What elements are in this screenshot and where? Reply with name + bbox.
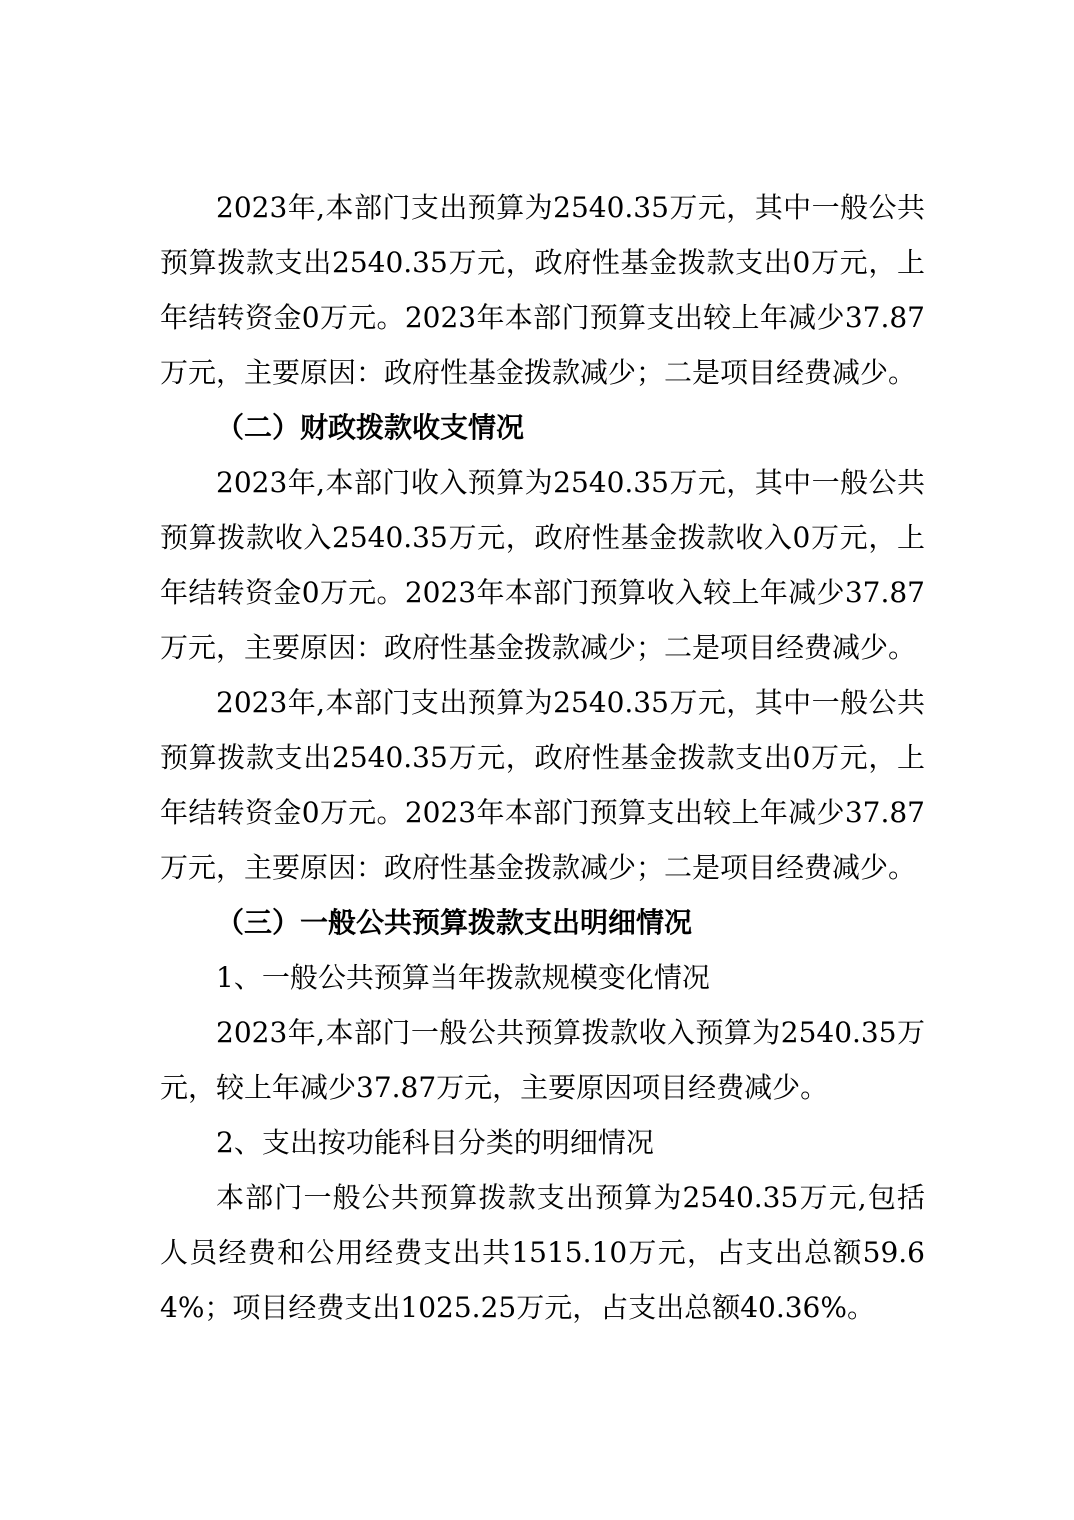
section-heading-fiscal-appropriation: （二）财政拨款收支情况 [216, 411, 525, 444]
subheading-scale-change: 1、一般公共预算当年拨款规模变化情况 [216, 961, 710, 994]
paragraph-functional-classification: 本部门一般公共预算拨款支出预算为2540.35万元,包括人员经费和公用经费支出共1515.10万元，占支出总额59.64%；项目经费支出1025.25万元，占支出总额40.36%。 [160, 1181, 925, 1324]
document-body [160, 180, 925, 1335]
paragraph-income-budget: 2023年,本部门收入预算为2540.35万元，其中一般公共预算拨款收入2540.35万元，政府性基金拨款收入0万元，上年结转资金0万元。2023年本部门预算收入较上年减少37.87万元，主要原因：政府性基金拨款减少；二是项目经费减少。 [160, 466, 925, 664]
paragraph-expenditure-budget-repeat: 2023年,本部门支出预算为2540.35万元，其中一般公共预算拨款支出2540.35万元，政府性基金拨款支出0万元，上年结转资金0万元。2023年本部门预算支出较上年减少37.87万元，主要原因：政府性基金拨款减少；二是项目经费减少。 [160, 686, 925, 884]
section-heading-general-budget-detail: （三）一般公共预算拨款支出明细情况 [216, 906, 693, 939]
subheading-functional-classification: 2、支出按功能科目分类的明细情况 [216, 1126, 654, 1159]
paragraph-scale-change: 2023年,本部门一般公共预算拨款收入预算为2540.35万元，较上年减少37.87万元，主要原因项目经费减少。 [160, 1016, 925, 1104]
paragraph-expenditure-budget: 2023年,本部门支出预算为2540.35万元，其中一般公共预算拨款支出2540.35万元，政府性基金拨款支出0万元，上年结转资金0万元。2023年本部门预算支出较上年减少37.87万元，主要原因：政府性基金拨款减少；二是项目经费减少。 [160, 191, 925, 389]
